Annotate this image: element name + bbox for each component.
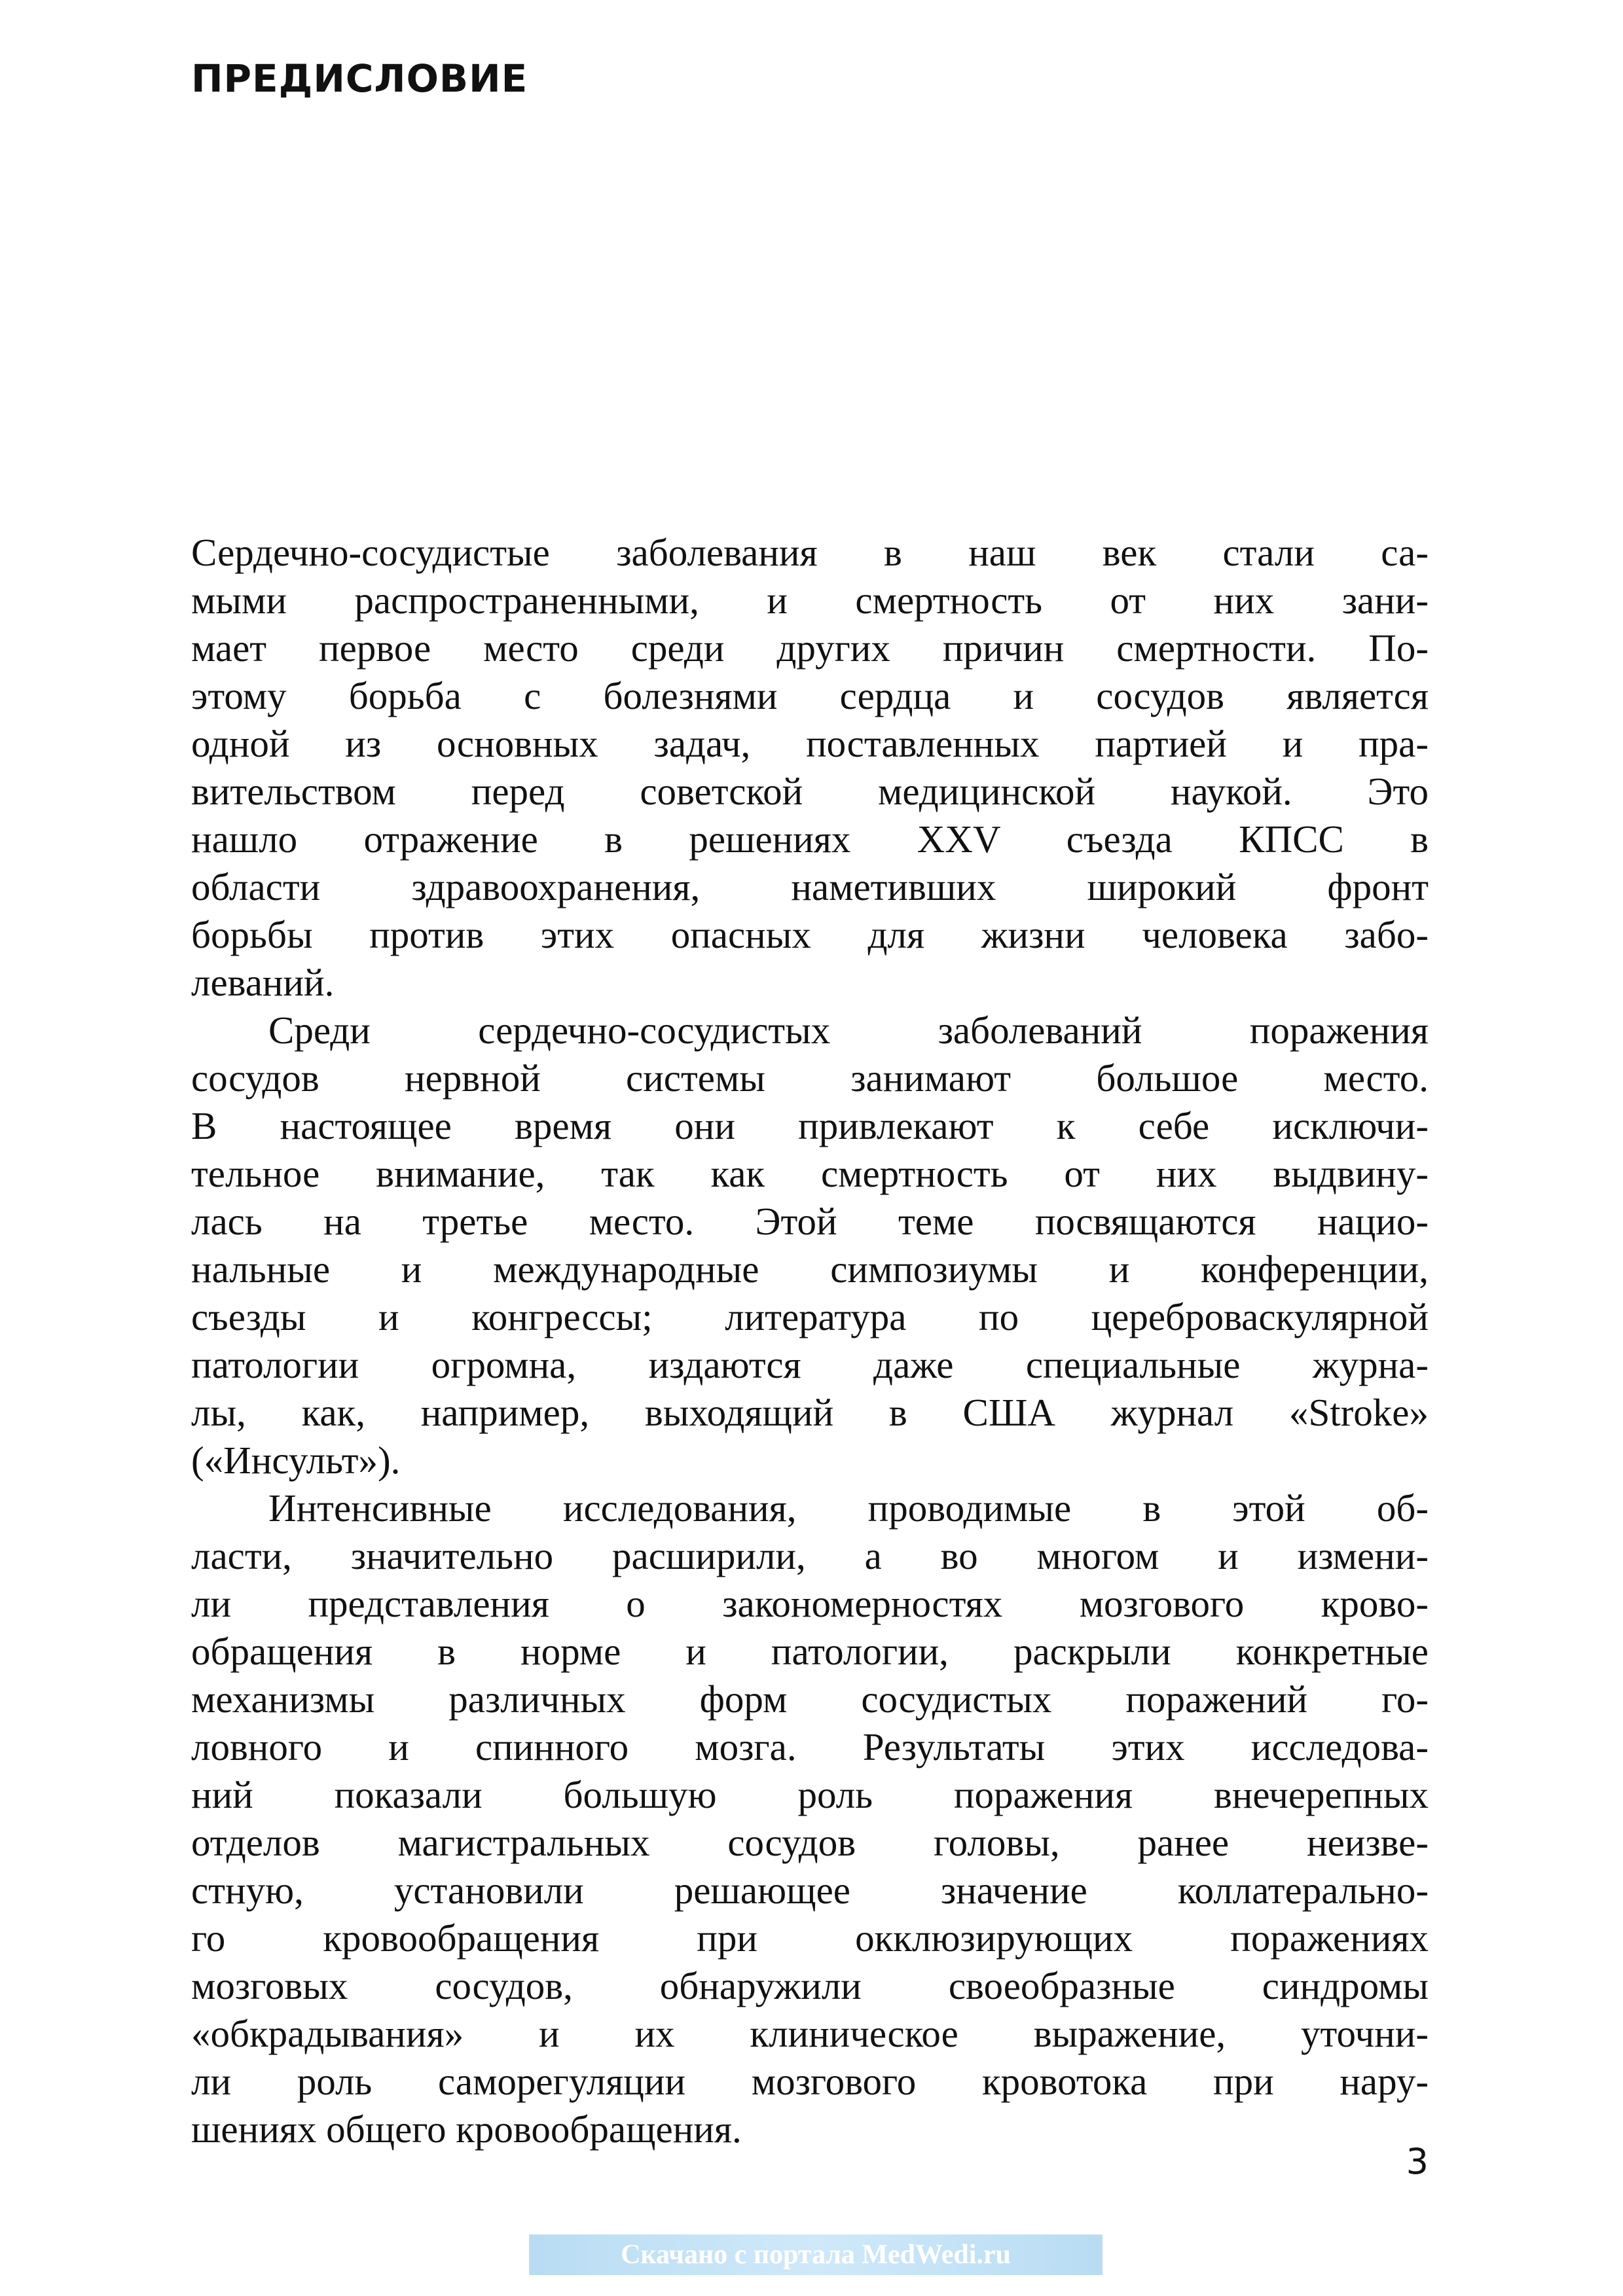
text-line: нашло отражение в решениях XXV съезда КПСС в — [191, 817, 1429, 861]
text-line: отделов магистральных сосудов головы, ранее неизве- — [191, 1821, 1429, 1864]
text-line: ласти, значительно расширили, а во многом и измени- — [191, 1534, 1429, 1577]
paragraph-1 — [191, 529, 1429, 1007]
text-line: тельное внимание, так как смертность от них выдвину- — [191, 1152, 1429, 1195]
text-line: ли роль саморегуляции мозгового кровотока при нару- — [191, 2060, 1429, 2103]
text-line: мыми распространенными, и смертность от них зани- — [191, 579, 1429, 622]
page-number: 3 — [1406, 2141, 1429, 2182]
text-line: Среди сердечно-сосудистых заболеваний поражения — [268, 1009, 1429, 1052]
text-line: мозговых сосудов, обнаружили своеобразные синдромы — [191, 1964, 1429, 2007]
text-line: го кровообращения при окклюзирующих поражениях — [191, 1916, 1429, 1960]
text-line: леваний. — [191, 961, 335, 1004]
text-line: шениях общего кровообращения. — [191, 2108, 742, 2151]
text-line: механизмы различных форм сосудистых поражений го- — [191, 1677, 1429, 1721]
text-line: борьбы против этих опасных для жизни человека забо- — [191, 913, 1429, 956]
text-line: ловного и спинного мозга. Результаты этих исследова- — [191, 1725, 1429, 1768]
text-line: области здравоохранения, наметивших широкий фронт — [191, 865, 1429, 908]
text-line: «обкрадывания» и их клиническое выражение, уточни- — [191, 2012, 1429, 2055]
text-line: вительством перед советской медицинской наукой. Это — [191, 770, 1429, 813]
paragraph-3 — [191, 1484, 1429, 2153]
watermark-banner: Скачано с портала MedWedi.ru — [529, 2234, 1103, 2275]
page-heading: ПРЕДИСЛОВИЕ — [191, 56, 528, 101]
text-line: лась на третье место. Этой теме посвящаются нацио- — [191, 1200, 1429, 1243]
text-line: одной из основных задач, поставленных партией и пра- — [191, 722, 1429, 765]
text-line: лы, как, например, выходящий в США журнал «Stroke» — [191, 1391, 1429, 1434]
text-line: этому борьба с болезнями сердца и сосудов является — [191, 674, 1429, 717]
text-line: Интенсивные исследования, проводимые в этой об- — [268, 1486, 1429, 1530]
text-line: съезды и конгрессы; литература по цереброваскулярной — [191, 1295, 1429, 1338]
text-line: ний показали большую роль поражения внечерепных — [191, 1773, 1429, 1816]
paragraph-2 — [191, 1007, 1429, 1484]
text-line: мает первое место среди других причин смертности. По- — [191, 626, 1429, 670]
body-text — [191, 529, 1429, 2153]
text-line: патологии огромна, издаются даже специальные журна- — [191, 1343, 1429, 1386]
text-line: нальные и международные симпозиумы и конференции, — [191, 1247, 1429, 1291]
text-line: («Инсульт»). — [191, 1439, 401, 1482]
text-line: обращения в норме и патологии, раскрыли конкретные — [191, 1630, 1429, 1673]
text-line: Сердечно-сосудистые заболевания в наш век стали са- — [191, 531, 1429, 574]
text-line: сосудов нервной системы занимают большое место. — [191, 1056, 1429, 1100]
text-line: В настоящее время они привлекают к себе исключи- — [191, 1104, 1429, 1147]
text-line: ли представления о закономерностях мозгового крово- — [191, 1582, 1429, 1625]
text-line: стную, установили решающее значение коллатерально- — [191, 1869, 1429, 1912]
